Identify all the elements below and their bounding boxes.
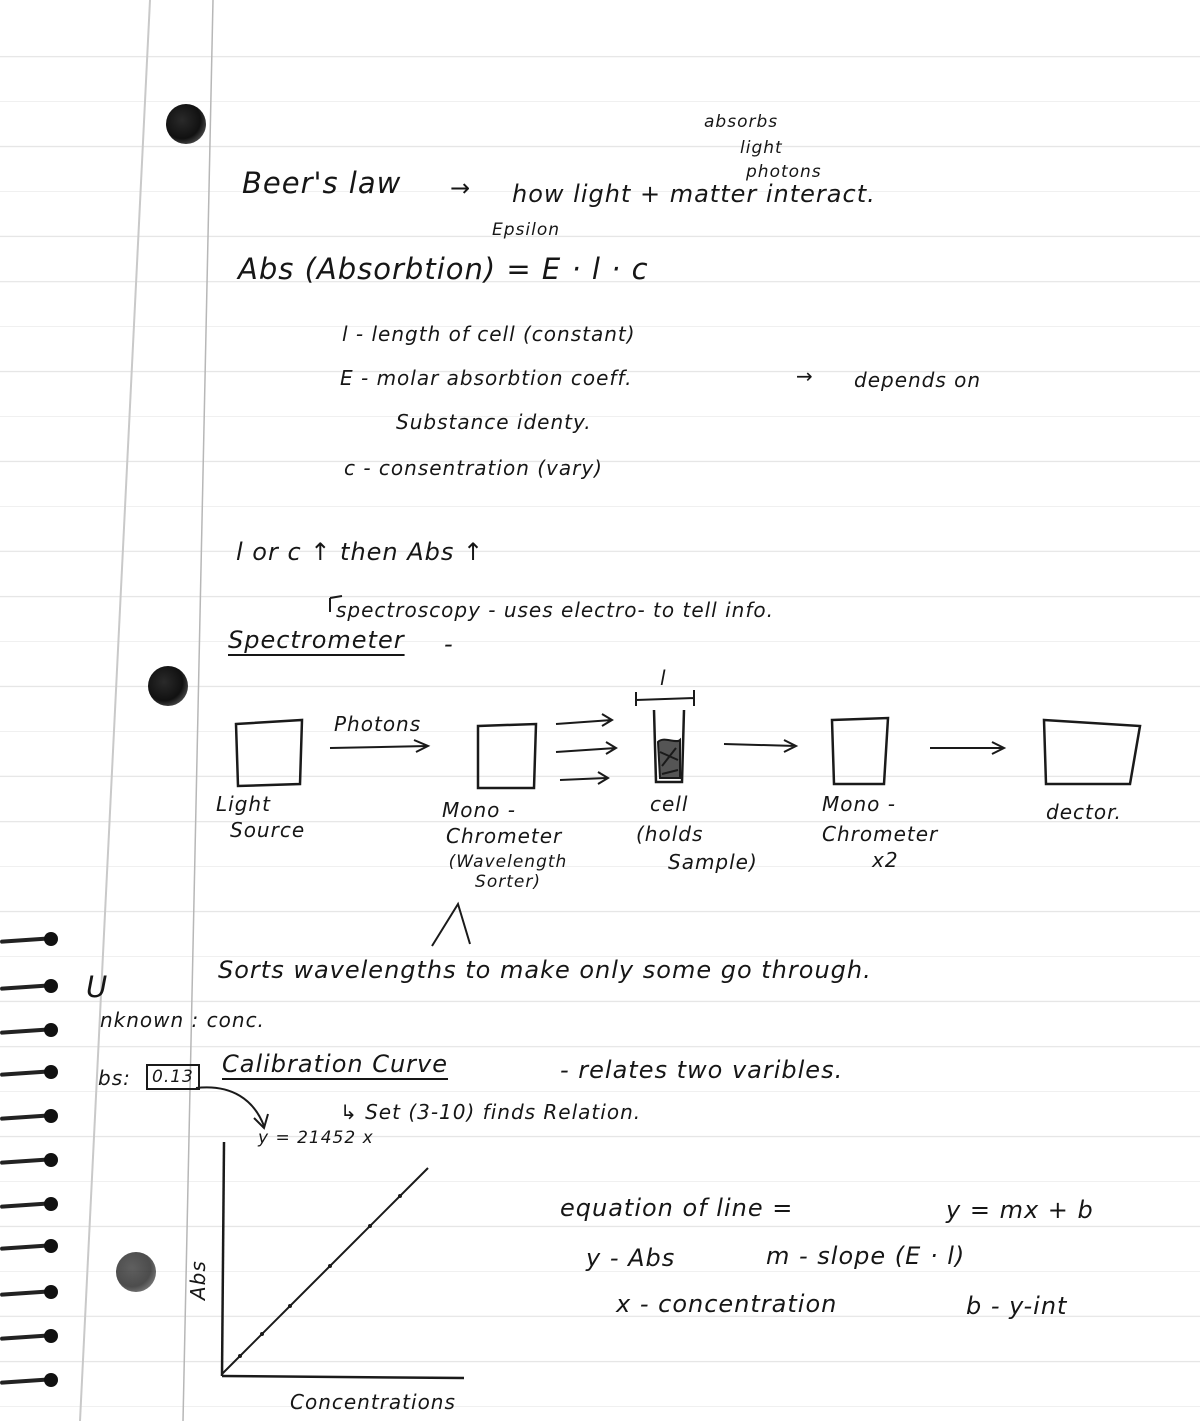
definition-l: l - length of cell (constant) [342,322,636,346]
monochromator-2-label: Chrometer [822,822,939,846]
definition-m: m - slope (E · l) [766,1242,966,1270]
arrow-icon: → [796,364,814,388]
monochromator-2-label: x2 [872,848,899,872]
graph-x-label: Concentrations [290,1390,456,1414]
calibration-sub: ↳ Set (3-10) finds Relation. [340,1100,642,1124]
spectrometer-dash: - [444,630,454,658]
photons-label: Photons [334,712,422,736]
annotation-absorbs: absorbs [704,112,779,132]
annotation-epsilon: Epsilon [492,220,561,240]
data-point [288,1304,292,1308]
calibration-description: - relates two varibles. [560,1056,844,1084]
abs-prefix: bs: [98,1066,131,1090]
abs-value-box: 0.13 [146,1064,200,1090]
x-axis [222,1376,464,1378]
monochromator-label: Mono - [442,798,516,822]
definition-e: E - molar absorbtion coeff. [340,366,633,390]
data-point [328,1264,332,1268]
definition-e-continued: Substance identy. [396,410,592,434]
y-axis [222,1142,224,1376]
definition-e-depends: depends on [854,368,982,392]
fit-equation: y = 21452 x [258,1128,374,1148]
detector-label: dector. [1046,800,1122,824]
path-length-label: l [660,666,667,690]
data-point [398,1194,402,1198]
definition-c: c - consentration (vary) [344,456,603,480]
graph-y-label: Abs [186,1260,210,1300]
relation-note: l or c ↑ then Abs ↑ [236,538,485,566]
definition-x: x - concentration [616,1290,838,1318]
sorts-note: Sorts wavelengths to make only some go through. [218,956,872,984]
beers-law-description: how light + matter interact. [512,180,876,208]
light-source-label: Source [230,818,306,842]
spectrometer-heading: Spectrometer [228,626,405,654]
monochromator-label: (Wavelength Sorter) [448,852,568,892]
light-source-label: Light [216,792,271,816]
definition-b: b - y-int [966,1292,1068,1320]
monochromator-label: Chrometer [446,824,563,848]
calibration-heading: Calibration Curve [222,1050,449,1078]
arrow-icon: → [450,174,472,202]
data-point [238,1354,242,1358]
beers-law-title: Beer's law [242,166,402,200]
equation-of-line: y = mx + b [946,1196,1094,1224]
data-point [368,1224,372,1228]
cell-label: Sample) [668,850,758,874]
abs-equation: Abs (Absorbtion) = E · l · c [238,252,649,286]
cell-label: cell [650,792,689,816]
unknown-concentration-note: nknown : conc. [100,1008,265,1032]
annotation-light: light [740,138,783,158]
margin-letter: U [86,970,109,1004]
monochromator-2-label: Mono - [822,792,896,816]
best-fit-line [222,1168,428,1374]
cell-label: (holds [636,822,704,846]
equation-of-line-label: equation of line = [560,1194,794,1222]
pointer-curve [196,1087,268,1128]
spectroscopy-note: spectroscopy - uses electro- to tell info. [336,598,774,622]
annotation-photons: photons [746,162,822,182]
definition-y: y - Abs [586,1244,676,1272]
data-point [260,1332,264,1336]
